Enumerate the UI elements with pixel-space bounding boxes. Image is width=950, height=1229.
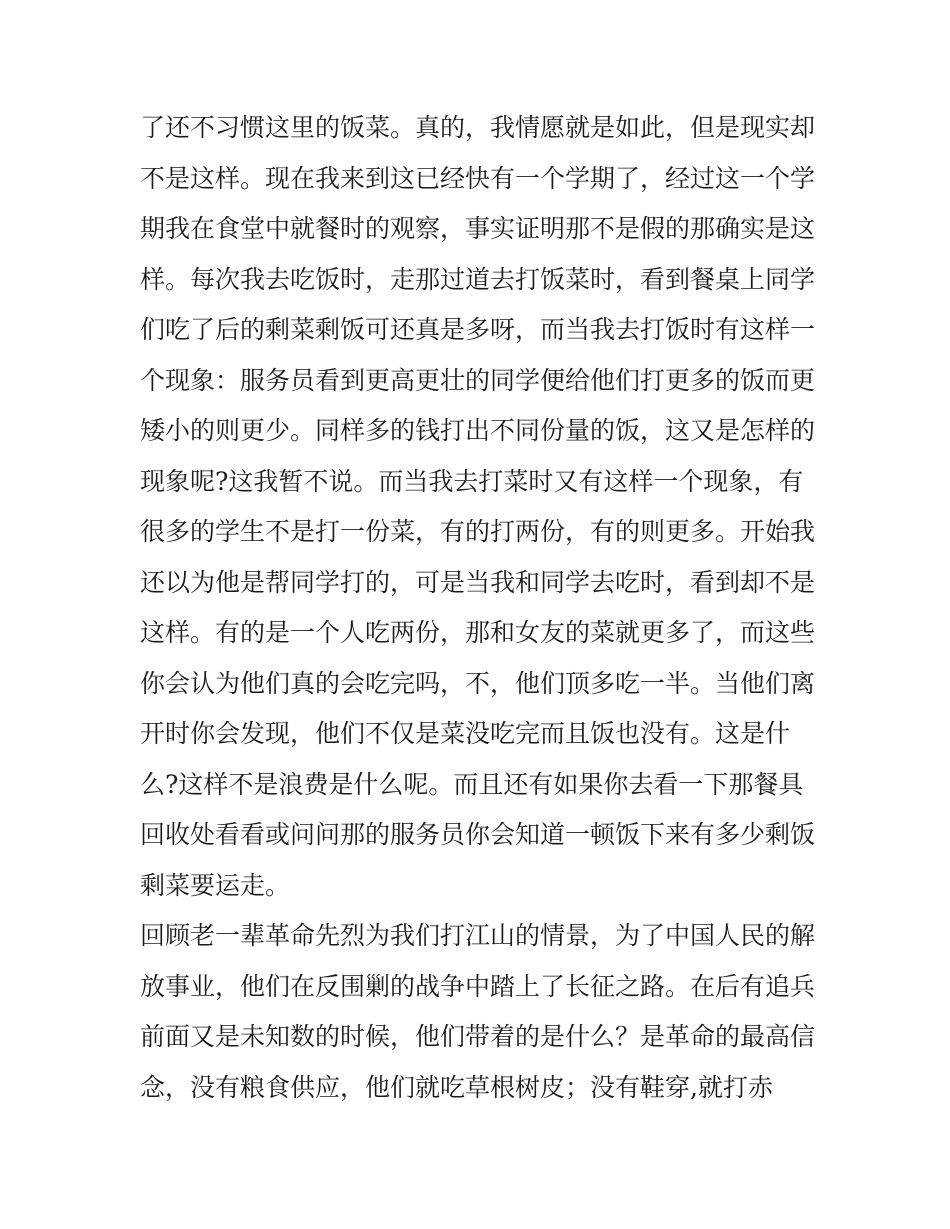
text-line: 这样。有的是一个人吃两份，那和女友的菜就更多了，而这些 [140, 618, 816, 647]
text-line: 们吃了后的剩菜剩饭可还真是多呀，而当我去打饭时有这样一 [140, 315, 816, 344]
text-line: 样。每次我去吃饭时，走那过道去打饭菜时，看到餐桌上同学 [140, 264, 816, 294]
text-line: 你会认为他们真的会吃完吗，不，他们顶多吃一半。当他们离 [140, 668, 816, 698]
text-line: 很多的学生不是打一份菜，有的打两份，有的则更多。开始我 [140, 517, 816, 546]
text-line: 矮小的则更少。同样多的钱打出不同份量的饭，这又是怎样的 [140, 416, 816, 445]
text-line: 放事业，他们在反围剿的战争中踏上了长征之路。在后有追兵 [140, 971, 816, 1001]
text-line: 开时你会发现，他们不仅是菜没吃完而且饭也没有。这是什 [140, 719, 791, 748]
body-text [140, 103, 830, 1113]
text-line: 了还不习惯这里的饭菜。真的，我情愿就是如此，但是现实却 [140, 113, 816, 142]
text-line: 回顾老一辈革命先烈为我们打江山的情景，为了中国人民的解 [140, 921, 816, 950]
text-line: 剩菜要运走。 [140, 870, 291, 900]
text-line: 期我在食堂中就餐时的观察，事实证明那不是假的那确实是这 [140, 214, 816, 243]
text-line: 不是这样。现在我来到这已经快有一个学期了，经过这一个学 [140, 163, 816, 193]
text-line: 前面又是未知数的时候，他们带着的是什么？是革命的最高信 [140, 1022, 816, 1051]
text-line: 回收处看看或问问那的服务员你会知道一顿饭下来有多少剩饭 [140, 820, 816, 849]
text-line: 念，没有粮食供应，他们就吃草根树皮；没有鞋穿,就打赤 [140, 1072, 773, 1102]
text-line: 还以为他是帮同学打的，可是当我和同学去吃时，看到却不是 [140, 567, 816, 597]
text-line: 个现象：服务员看到更高更壮的同学便给他们打更多的饭而更 [140, 365, 816, 395]
text-line: 么?这样不是浪费是什么呢。而且还有如果你去看一下那餐具 [140, 769, 804, 799]
text-line: 现象呢?这我暂不说。而当我去打菜时又有这样一个现象，有 [140, 466, 804, 496]
